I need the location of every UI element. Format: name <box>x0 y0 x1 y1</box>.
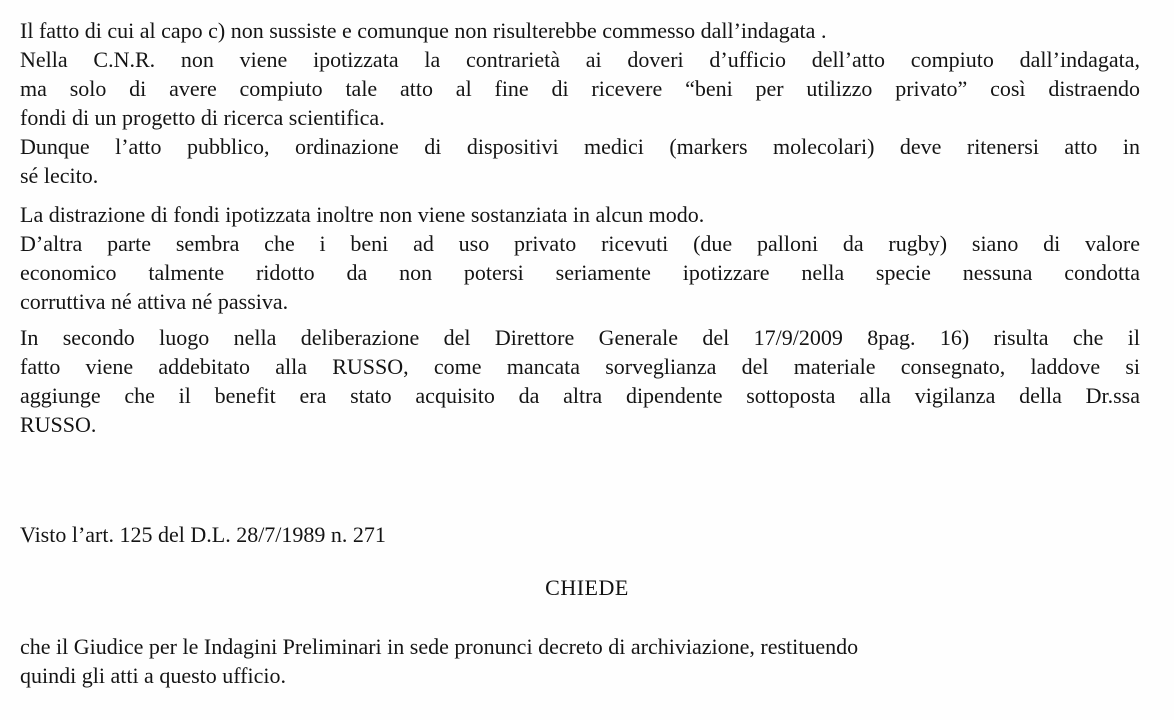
text-line: aggiunge che il benefit era stato acquisito da altra dipendente sottoposta alla vigilanza della Dr.ssa <box>20 383 1140 408</box>
text-line: fondi di un progetto di ricerca scientifica. <box>20 105 385 130</box>
paragraph-cnr <box>20 45 1140 132</box>
paragraph-beni-privati <box>20 229 1140 316</box>
paragraph-atto-pubblico <box>20 132 1140 190</box>
paragraph-closing <box>20 632 1140 690</box>
text-line: RUSSO. <box>20 412 97 437</box>
text-line: ma solo di avere compiuto tale atto al fine di ricevere “beni per utilizzo privato” così distraendo <box>20 76 1140 101</box>
paragraph-visto <box>20 520 1140 549</box>
paragraph-deliberazione <box>20 323 1140 439</box>
text-line: quindi gli atti a questo ufficio. <box>20 663 286 688</box>
text-line: Dunque l’atto pubblico, ordinazione di dispositivi medici (markers molecolari) deve ritenersi atto in <box>20 134 1140 159</box>
text-line: La distrazione di fondi ipotizzata inoltre non viene sostanziata in alcun modo. <box>20 202 705 227</box>
text-line: economico talmente ridotto da non potersi seriamente ipotizzare nella specie nessuna condotta <box>20 260 1140 285</box>
text-line: fatto viene addebitato alla RUSSO, come mancata sorveglianza del materiale consegnato, laddove si <box>20 354 1140 379</box>
heading-chiede: CHIEDE <box>545 575 629 600</box>
text-line: D’altra parte sembra che i beni ad uso privato ricevuti (due palloni da rugby) siano di valore <box>20 231 1140 256</box>
text-line: In secondo luogo nella deliberazione del Direttore Generale del 17/9/2009 8pag. 16) risulta che il <box>20 325 1140 350</box>
text-line: corruttiva né attiva né passiva. <box>20 289 289 314</box>
text-line: sé lecito. <box>20 163 99 188</box>
text-line: Il fatto di cui al capo c) non sussiste e comunque non risulterebbe commesso dall’indagata . <box>20 18 827 43</box>
paragraph-distrazione <box>20 200 1140 229</box>
text-line: Visto l’art. 125 del D.L. 28/7/1989 n. 271 <box>20 522 386 547</box>
text-line: che il Giudice per le Indagini Preliminari in sede pronunci decreto di archiviazione, restituendo <box>20 634 859 659</box>
text-line: Nella C.N.R. non viene ipotizzata la contrarietà ai doveri d’ufficio dell’atto compiuto dall’indagata, <box>20 47 1140 72</box>
paragraph-fact-c <box>20 16 1140 45</box>
